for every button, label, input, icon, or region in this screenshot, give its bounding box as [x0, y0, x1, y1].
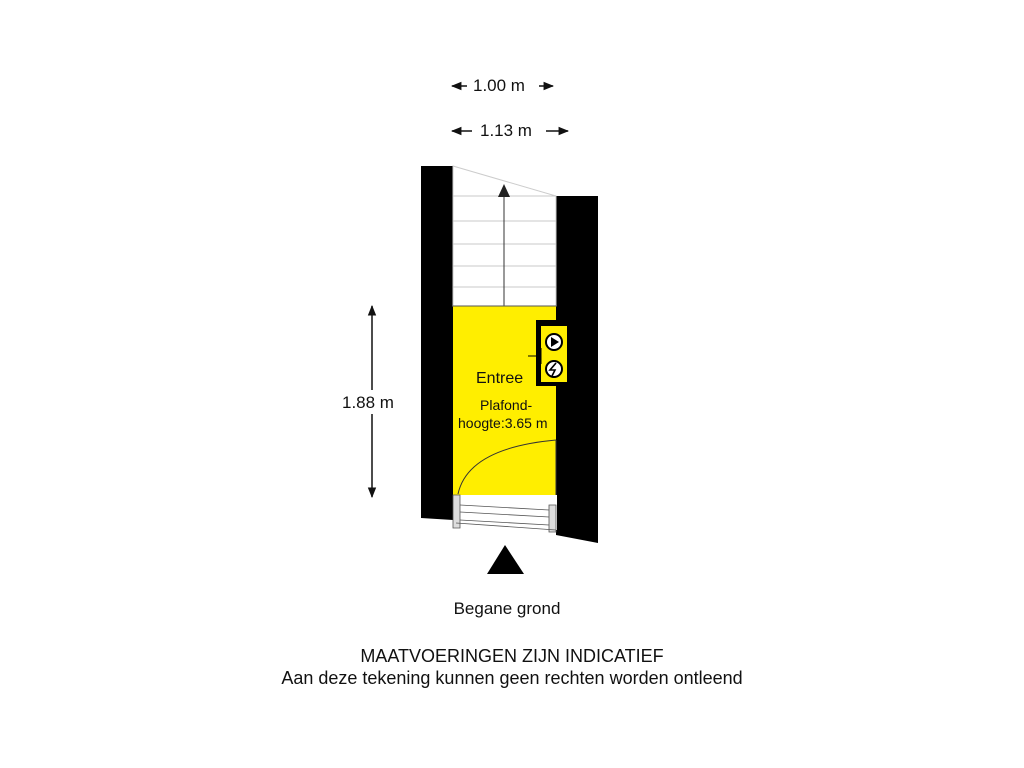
disclaimer-line1: MAATVOERINGEN ZIJN INDICATIEF	[360, 646, 664, 666]
ceiling-height-line2: hoogte:3.65 m	[458, 415, 548, 431]
dimension-label-outer: 1.13 m	[480, 121, 532, 140]
disclaimer-line2: Aan deze tekening kunnen geen rechten worden ontleend	[281, 668, 743, 688]
ceiling-height-line1: Plafond-	[480, 397, 533, 413]
staircase	[453, 166, 556, 306]
dimension-label-top: 1.00 m	[473, 76, 525, 95]
electricity-icon	[546, 361, 562, 377]
threshold	[453, 495, 557, 532]
floor-name-container	[0, 599, 1024, 619]
room-name: Entree	[476, 370, 524, 387]
entrance-arrow-icon	[487, 545, 524, 574]
floor-name: Begane grond	[453, 599, 561, 618]
left-wall	[421, 166, 453, 520]
dimension-label-length: 1.88 m	[342, 393, 394, 412]
